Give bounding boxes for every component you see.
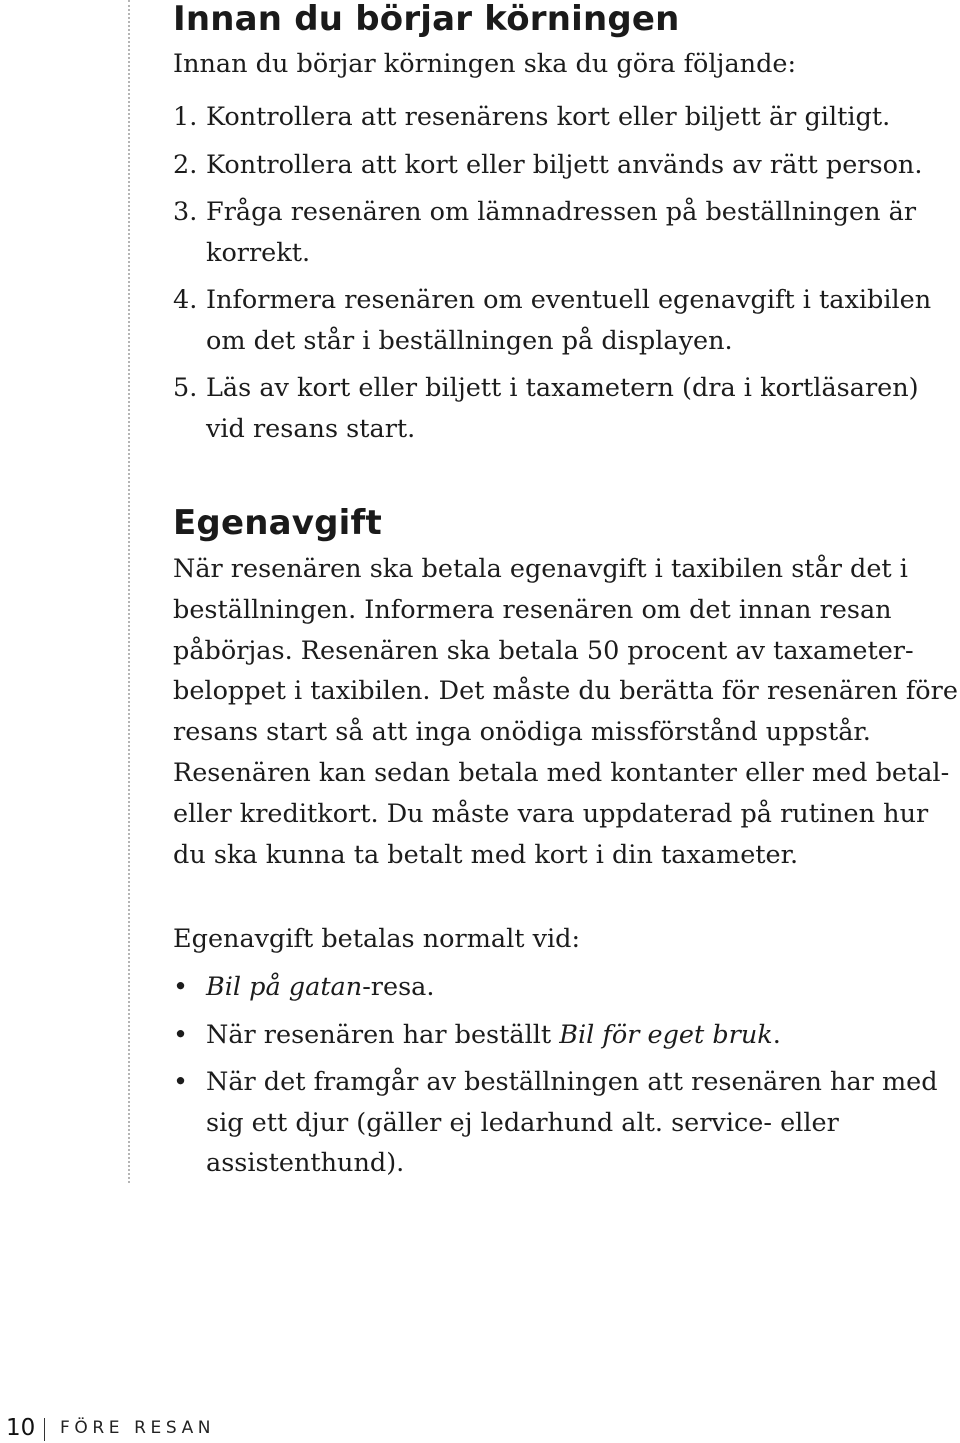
step-text: Fråga resenären om lämnadressen på beställningen är korrekt.	[206, 197, 917, 268]
step-number: 1.	[173, 102, 198, 132]
section-label: FÖRE RESAN	[60, 1418, 216, 1438]
step-number: 4.	[173, 285, 198, 315]
bullet-text: När resenären har beställt	[206, 1019, 560, 1050]
fee-paragraph: När resenären ska betala egenavgift i taxibilen står det i beställningen. Informera resenären om det innan resan påbörjas. Resenären ska betala 50 procent av taxameter-beloppet i taxibilen. Det måste du berätta för resenären före resans start så att inga onödiga missförstånd uppstår. Resenären kan sedan betala med kontanter eller med betal- eller kreditkort. Du måste vara uppdaterad på rutinen hur du ska kunna ta betalt med kort i din taxameter.	[173, 554, 958, 870]
checklist-steps	[173, 97, 958, 456]
step-number: 2.	[173, 149, 198, 180]
list-item	[173, 368, 958, 449]
bullet-icon: •	[173, 1019, 189, 1050]
margin-dotted-rule	[128, 0, 130, 1183]
bullet-icon: •	[173, 1067, 189, 1097]
list-item	[173, 1015, 958, 1056]
bullet-text-end: .	[772, 1019, 781, 1050]
step-text: Informera resenären om eventuell egenavgift i taxibilen om det står i beställningen på displayen.	[206, 285, 932, 356]
list-item	[173, 280, 958, 361]
heading-fee: Egenavgift	[173, 503, 382, 543]
page-number: 10	[6, 1415, 36, 1441]
bullet-text: När det framgår av beställningen att resenären har med sig ett djur (gäller ej ledarhund alt. service- eller assistenthund).	[206, 1067, 938, 1178]
list-item	[173, 1062, 958, 1184]
fee-cases-intro: Egenavgift betalas normalt vid:	[173, 924, 581, 954]
step-number: 5.	[173, 373, 198, 403]
bullet-text: -resa.	[362, 972, 435, 1002]
step-number: 3.	[173, 197, 198, 227]
step-text: Kontrollera att resenärens kort eller biljett är giltigt.	[206, 102, 891, 132]
list-item	[173, 97, 958, 138]
fee-cases-list	[173, 967, 958, 1191]
heading-before-trip: Innan du börjar körningen	[173, 0, 680, 39]
emphasis-text: Bil på gatan	[206, 972, 363, 1002]
step-text: Kontrollera att kort eller biljett används av rätt person.	[206, 149, 923, 180]
bullet-icon: •	[173, 972, 189, 1002]
intro-text: Innan du börjar körningen ska du göra följande:	[173, 49, 797, 79]
footer-divider	[44, 1418, 45, 1441]
list-item	[173, 192, 958, 273]
emphasis-text: Bil för eget bruk	[559, 1019, 773, 1050]
list-item	[173, 145, 958, 186]
page-footer	[0, 1415, 960, 1443]
list-item	[173, 967, 958, 1008]
step-text: Läs av kort eller biljett i taxametern (dra i kortläsaren) vid resans start.	[206, 373, 919, 444]
